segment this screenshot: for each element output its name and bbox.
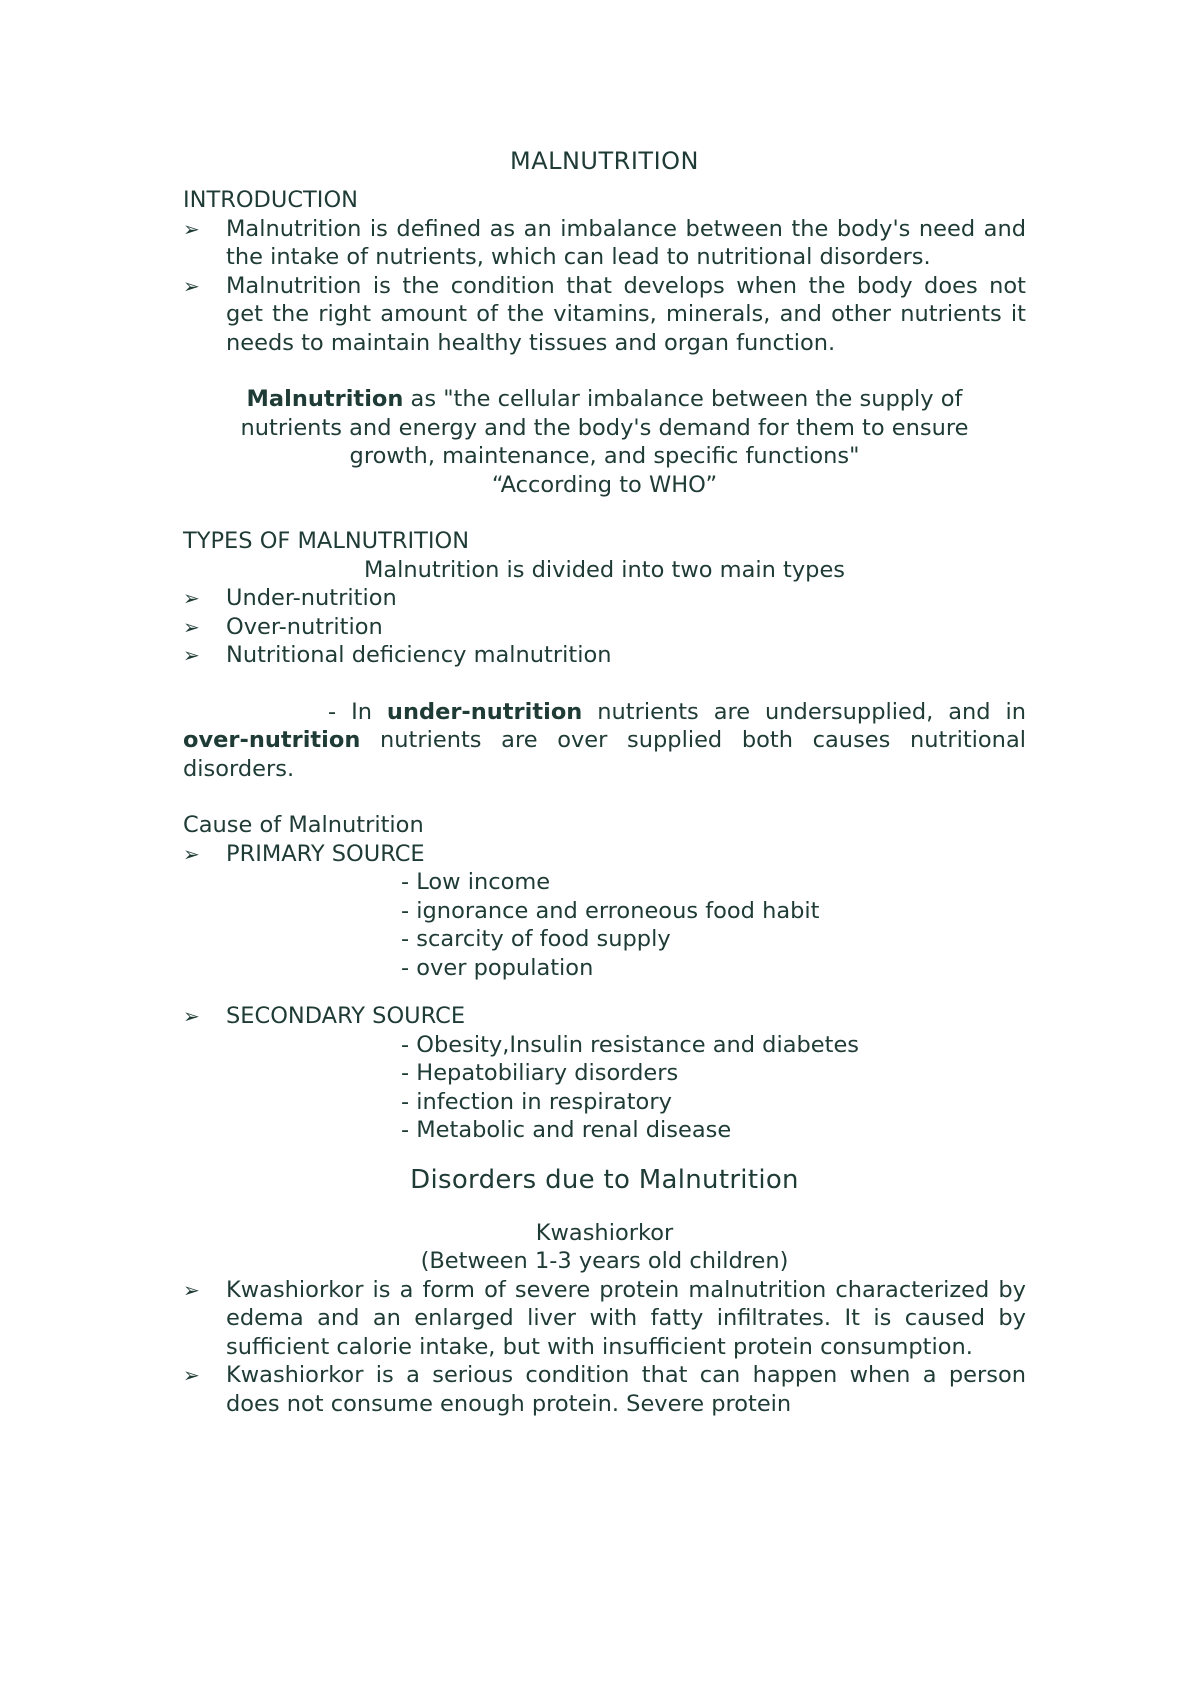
arrow-bullet-icon: ➢ [183, 841, 200, 866]
list-item: - ignorance and erroneous food habit [401, 897, 820, 924]
list-item: ➢ Over-nutrition [183, 613, 383, 640]
primary-source-list [183, 840, 1026, 869]
list-item: ➢ Kwashiorkor is a serious condition that can happen when a person does not consume enough protein. Severe protein [183, 1362, 1026, 1417]
introduction-list [183, 215, 1026, 358]
arrow-bullet-icon: ➢ [183, 614, 200, 639]
list-item: ➢ Kwashiorkor is a form of severe protein malnutrition characterized by edema and an enlarged liver with fatty infiltrates. It is caused by sufficient calorie intake, but with insufficient protein consumption. [183, 1276, 1026, 1360]
types-subtitle: Malnutrition is divided into two main types [363, 556, 846, 583]
list-item: - Metabolic and renal disease [401, 1117, 732, 1143]
definition-term: Malnutrition [246, 386, 404, 412]
definition-source: “According to WHO” [491, 471, 718, 498]
kwashiorkor-subtitle: (Between 1-3 years old children) [420, 1248, 789, 1274]
list-item: ➢ PRIMARY SOURCE [183, 840, 425, 867]
document-title: MALNUTRITION [509, 147, 699, 175]
list-item: - over population [401, 954, 594, 981]
list-item: ➢ Under-nutrition [183, 585, 397, 611]
list-item: ➢ SECONDARY SOURCE [183, 1003, 466, 1029]
arrow-bullet-icon: ➢ [183, 1004, 200, 1028]
kwashiorkor-list [183, 1276, 1026, 1419]
types-note: - In under-nutrition nutrients are undersupplied, and in over-nutrition nutrients are over supplied both causes nutritional disorders. [183, 698, 1026, 782]
introduction-heading: INTRODUCTION [183, 187, 358, 213]
document-body [183, 146, 1026, 1418]
list-item: - Low income [401, 869, 551, 895]
arrow-bullet-icon: ➢ [183, 1363, 200, 1387]
arrow-bullet-icon: ➢ [183, 643, 200, 667]
secondary-causes [183, 1031, 1026, 1145]
types-list [183, 584, 1026, 670]
list-item: ➢ Nutritional deficiency malnutrition [183, 642, 612, 668]
definition-text: as "the cellular imbalance between the supply of nutrients and energy and the body's demand for them to ensure growth, maintenance, and specific functions" [240, 386, 969, 469]
causes-heading: Cause of Malnutrition [183, 812, 424, 838]
disorders-heading: Disorders due to Malnutrition [410, 1164, 799, 1195]
types-heading: TYPES OF MALNUTRITION [183, 528, 470, 554]
list-item: ➢ Malnutrition is the condition that develops when the body does not get the right amount of the vitamins, minerals, and other nutrients it needs to maintain healthy tissues and organ function. [183, 272, 1026, 356]
list-item: - Hepatobiliary disorders [401, 1060, 679, 1086]
list-item: - infection in respiratory [401, 1088, 672, 1115]
arrow-bullet-icon: ➢ [183, 586, 200, 610]
arrow-bullet-icon: ➢ [183, 273, 200, 298]
list-item: - Obesity,Insulin resistance and diabetes [401, 1031, 860, 1058]
arrow-bullet-icon: ➢ [183, 216, 200, 241]
list-item: - scarcity of food supply [401, 926, 671, 952]
secondary-source-list [183, 1002, 1026, 1031]
kwashiorkor-title: Kwashiorkor [535, 1219, 674, 1246]
list-item: ➢ Malnutrition is defined as an imbalance between the body's need and the intake of nutrients, which can lead to nutritional disorders. [183, 215, 1026, 270]
arrow-bullet-icon: ➢ [183, 1277, 200, 1302]
who-definition [183, 385, 1026, 471]
primary-causes [183, 868, 1026, 982]
